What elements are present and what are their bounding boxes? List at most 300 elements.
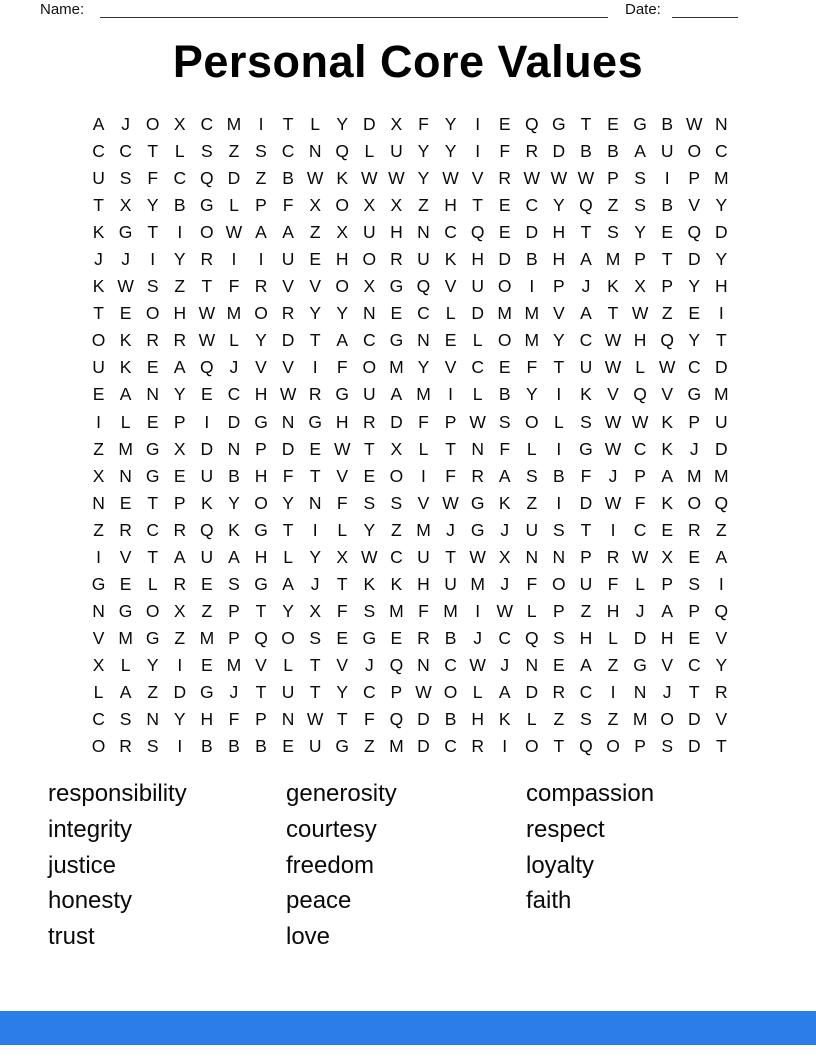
grid-letter: V (255, 654, 267, 675)
grid-letter: Z (255, 168, 267, 189)
grid-letter: B (580, 141, 592, 162)
grid-letter: T (472, 195, 483, 216)
grid-letter: Q (633, 384, 647, 405)
grid-letter: B (553, 465, 565, 486)
grid-letter: U (660, 141, 674, 162)
grid-letter: Z (418, 195, 429, 216)
grid-letter: W (198, 330, 216, 351)
grid-letter: J (500, 654, 510, 675)
grid-letter: O (254, 492, 268, 513)
grid-letter: F (228, 709, 240, 730)
grid-letter: I (150, 249, 156, 270)
grid-letter: H (660, 627, 674, 648)
grid-letter: R (471, 736, 484, 757)
grid-letter: L (526, 600, 537, 621)
grid-letter: P (173, 492, 186, 513)
grid-letter: P (255, 438, 267, 459)
grid-row (85, 409, 735, 436)
word-list-item: love (286, 923, 331, 951)
grid-letter: G (687, 384, 702, 405)
grid-letter: P (661, 276, 674, 297)
grid-letter: V (444, 276, 457, 297)
grid-letter: E (498, 114, 511, 134)
grid-letter: A (282, 222, 294, 243)
grid-letter: R (606, 546, 620, 567)
word-list-item: peace (286, 887, 352, 915)
grid-letter: J (581, 276, 591, 297)
grid-letter: O (335, 195, 350, 216)
grid-letter: W (279, 384, 297, 405)
grid-letter: D (471, 303, 484, 324)
grid-letter: L (147, 573, 158, 594)
grid-letter: U (363, 384, 376, 405)
grid-letter: G (335, 736, 350, 757)
grid-letter: C (525, 195, 539, 216)
grid-letter: U (417, 249, 430, 270)
grid-letter: I (529, 276, 535, 297)
grid-letter: E (553, 654, 565, 675)
grid-letter: W (685, 114, 703, 134)
word-list-item: loyalty (526, 851, 595, 879)
grid-letter: S (580, 411, 592, 432)
grid-letter: F (526, 573, 538, 594)
grid-letter: S (228, 573, 240, 594)
grid-letter: N (227, 438, 241, 459)
grid-letter: G (335, 384, 350, 405)
grid-letter: B (255, 736, 267, 757)
grid-letter: Y (553, 330, 565, 351)
grid-letter: C (579, 330, 593, 351)
grid-letter: C (579, 681, 593, 702)
grid-letter: D (281, 330, 295, 351)
grid-letter: S (363, 600, 376, 621)
grid-letter: E (688, 546, 701, 567)
grid-letter: C (715, 141, 728, 162)
grid-letter: S (607, 222, 619, 243)
grid-letter: X (173, 600, 186, 621)
grid-letter: F (282, 465, 294, 486)
grid-letter: Z (607, 709, 619, 730)
grid-letter: N (417, 222, 430, 243)
grid-letter: X (363, 195, 376, 216)
grid-letter: K (498, 709, 511, 730)
grid-letter: M (470, 573, 485, 594)
grid-letter: S (146, 276, 159, 297)
grid-letter: M (416, 384, 431, 405)
grid-letter: N (552, 546, 566, 567)
grid-letter: Z (363, 736, 375, 757)
grid-letter: F (445, 465, 456, 486)
grid-row (85, 598, 735, 625)
grid-letter: I (718, 573, 724, 594)
grid-letter: D (687, 709, 701, 730)
grid-letter: M (605, 249, 621, 270)
grid-letter: M (714, 168, 729, 189)
grid-letter: X (390, 114, 403, 134)
grid-letter: X (498, 546, 511, 567)
word-list-item: faith (526, 887, 572, 915)
grid-letter: H (335, 249, 349, 270)
grid-letter: T (688, 681, 700, 702)
grid-letter: F (418, 114, 429, 134)
grid-letter: Y (173, 249, 186, 270)
grid-letter: I (312, 357, 318, 378)
grid-letter: X (336, 546, 349, 567)
grid-row (85, 219, 735, 246)
grid-letter: W (604, 330, 622, 351)
grid-letter: P (634, 736, 646, 757)
name-blank-line (100, 17, 608, 18)
grid-letter: S (201, 141, 213, 162)
grid-row (85, 327, 735, 354)
grid-letter: Q (389, 654, 404, 675)
grid-letter: X (173, 114, 186, 134)
grid-letter: D (390, 411, 403, 432)
grid-letter: E (390, 303, 403, 324)
grid-letter: T (553, 357, 565, 378)
grid-letter: Z (174, 627, 186, 648)
grid-letter: V (715, 709, 728, 730)
grid-letter: Z (93, 438, 104, 459)
grid-letter: G (633, 654, 647, 675)
word-list-item: compassion (526, 780, 655, 807)
grid-letter: R (471, 465, 484, 486)
grid-letter: C (173, 168, 187, 189)
grid-letter: P (553, 600, 565, 621)
grid-letter: R (146, 330, 160, 351)
grid-letter: X (309, 600, 321, 621)
grid-letter: D (417, 709, 430, 730)
grid-letter: O (497, 276, 512, 297)
grid-letter: R (254, 276, 268, 297)
grid-letter: R (525, 141, 539, 162)
grid-letter: E (444, 330, 457, 351)
grid-letter: W (333, 438, 351, 459)
word-list-item: respect (526, 815, 605, 843)
grid-letter: I (718, 303, 724, 324)
grid-letter: D (173, 681, 187, 702)
grid-letter: G (579, 438, 593, 459)
grid-letter: F (336, 600, 348, 621)
grid-letter: D (498, 249, 512, 270)
grid-letter: P (688, 600, 701, 621)
grid-letter: G (633, 114, 647, 134)
grid-letter: K (390, 573, 403, 594)
grid-letter: I (556, 384, 562, 405)
grid-letter: T (715, 736, 727, 757)
grid-letter: R (281, 303, 295, 324)
grid-letter: V (119, 546, 132, 567)
grid-letter: Y (444, 141, 457, 162)
grid-letter: J (500, 573, 510, 594)
grid-letter: Z (174, 276, 186, 297)
grid-letter: M (389, 736, 404, 757)
grid-letter: Z (607, 195, 619, 216)
grid-letter: T (309, 465, 321, 486)
grid-letter: A (661, 465, 674, 486)
grid-row (85, 300, 735, 327)
grid-letter: Y (553, 195, 565, 216)
grid-letter: M (686, 465, 702, 486)
grid-letter: Q (335, 141, 350, 162)
grid-letter: G (362, 627, 377, 648)
grid-letter: H (579, 627, 593, 648)
grid-letter: B (607, 141, 619, 162)
grid-letter: N (92, 492, 105, 513)
grid-letter: W (415, 681, 432, 702)
grid-letter: V (336, 465, 349, 486)
grid-letter: P (228, 627, 240, 648)
grid-letter: I (502, 736, 508, 757)
grid-letter: T (255, 600, 267, 621)
grid-letter: I (556, 492, 562, 513)
grid-letter: P (634, 465, 646, 486)
grid-letter: K (201, 492, 213, 513)
word-list-item: integrity (48, 815, 133, 843)
grid-letter: N (146, 709, 160, 730)
grid-letter: L (472, 384, 483, 405)
grid-letter: C (444, 222, 457, 243)
grid-letter: S (363, 492, 376, 513)
grid-letter: K (444, 249, 457, 270)
grid-letter: V (661, 654, 674, 675)
grid-letter: W (117, 276, 134, 297)
grid-letter: L (229, 330, 239, 351)
grid-letter: E (688, 627, 701, 648)
grid-letter: H (254, 546, 268, 567)
grid-letter: V (282, 357, 294, 378)
grid-letter: D (227, 411, 241, 432)
grid-letter: L (472, 330, 483, 351)
grid-letter: R (363, 411, 376, 432)
word-search-grid (85, 111, 735, 760)
grid-row (85, 463, 735, 490)
grid-letter: Q (714, 600, 729, 621)
grid-letter: T (147, 546, 159, 567)
grid-letter: O (145, 600, 160, 621)
grid-letter: U (417, 546, 430, 567)
grid-letter: B (498, 384, 511, 405)
grid-row (85, 111, 735, 138)
grid-letter: T (553, 736, 565, 757)
grid-letter: N (119, 465, 132, 486)
grid-letter: P (228, 600, 240, 621)
grid-letter: N (471, 438, 484, 459)
grid-row (85, 652, 735, 679)
grid-letter: S (119, 168, 132, 189)
grid-letter: A (228, 546, 240, 567)
grid-letter: M (389, 600, 404, 621)
grid-letter: T (580, 222, 592, 243)
grid-letter: E (309, 249, 321, 270)
grid-letter: T (201, 276, 213, 297)
word-list (0, 776, 816, 962)
grid-letter: K (228, 519, 240, 540)
grid-letter: P (255, 709, 267, 730)
grid-letter: H (715, 276, 728, 297)
grid-letter: R (308, 384, 322, 405)
grid-letter: R (173, 519, 187, 540)
grid-letter: T (93, 303, 104, 324)
grid-letter: A (580, 249, 592, 270)
grid-letter: P (688, 411, 701, 432)
grid-letter: W (225, 222, 243, 243)
grid-letter: U (281, 249, 295, 270)
grid-letter: O (497, 330, 512, 351)
grid-letter: N (525, 546, 539, 567)
grid-letter: C (417, 303, 430, 324)
grid-letter: G (200, 681, 214, 702)
grid-letter: M (714, 384, 729, 405)
grid-letter: H (471, 709, 484, 730)
grid-letter: Y (417, 357, 430, 378)
grid-letter: Y (688, 330, 701, 351)
grid-letter: Q (389, 709, 404, 730)
grid-row (85, 436, 735, 463)
grid-letter: Z (661, 303, 673, 324)
grid-letter: H (417, 573, 430, 594)
word-list-item: honesty (48, 887, 133, 915)
grid-letter: B (201, 736, 213, 757)
grid-letter: T (147, 141, 159, 162)
grid-letter: V (661, 384, 674, 405)
grid-letter: X (119, 195, 132, 216)
grid-letter: Y (634, 222, 646, 243)
grid-letter: G (308, 411, 322, 432)
grid-letter: W (198, 303, 216, 324)
grid-letter: J (121, 249, 130, 270)
grid-letter: I (556, 438, 562, 459)
grid-letter: X (173, 438, 186, 459)
grid-letter: A (390, 384, 403, 405)
grid-letter: Y (282, 600, 294, 621)
grid-letter: M (226, 303, 242, 324)
grid-letter: B (228, 736, 240, 757)
date-blank-line (672, 17, 738, 18)
grid-letter: Y (444, 114, 457, 134)
grid-letter: Y (417, 168, 430, 189)
grid-letter: P (444, 411, 457, 432)
grid-letter: S (309, 627, 321, 648)
grid-letter: L (310, 114, 321, 134)
grid-letter: U (92, 168, 105, 189)
grid-letter: E (336, 627, 349, 648)
grid-letter: U (715, 411, 728, 432)
grid-letter: Z (228, 141, 240, 162)
grid-letter: M (524, 303, 540, 324)
grid-letter: K (119, 330, 132, 351)
grid-letter: U (471, 276, 484, 297)
grid-letter: D (525, 222, 539, 243)
grid-letter: V (553, 303, 565, 324)
grid-letter: M (389, 357, 404, 378)
grid-letter: E (688, 303, 701, 324)
grid-letter: G (552, 114, 566, 134)
grid-letter: I (421, 465, 426, 486)
grid-letter: R (552, 681, 566, 702)
grid-letter: B (173, 195, 186, 216)
grid-letter: H (335, 411, 349, 432)
grid-letter: G (200, 195, 214, 216)
grid-letter: U (525, 519, 539, 540)
grid-letter: H (471, 249, 484, 270)
grid-letter: P (553, 276, 565, 297)
word-list-item: generosity (286, 780, 397, 807)
grid-letter: Y (715, 654, 728, 675)
grid-letter: E (282, 736, 294, 757)
grid-letter: Y (173, 384, 186, 405)
grid-letter: S (390, 492, 403, 513)
grid-letter: X (634, 276, 646, 297)
grid-letter: U (444, 573, 457, 594)
grid-letter: N (525, 654, 539, 675)
grid-letter: I (475, 141, 481, 162)
grid-letter: O (524, 736, 539, 757)
grid-letter: W (469, 411, 486, 432)
grid-letter: X (363, 276, 376, 297)
grid-letter: T (309, 681, 321, 702)
grid-letter: E (498, 222, 511, 243)
grid-letter: E (498, 195, 511, 216)
grid-letter: O (687, 492, 702, 513)
grid-letter: Y (715, 249, 728, 270)
grid-letter: O (335, 276, 350, 297)
grid-letter: T (580, 114, 592, 134)
grid-letter: Q (579, 736, 593, 757)
grid-letter: E (119, 492, 132, 513)
grid-letter: D (525, 681, 539, 702)
grid-letter: F (228, 276, 240, 297)
grid-letter: E (363, 465, 376, 486)
grid-letter: G (254, 519, 268, 540)
grid-letter: C (687, 654, 701, 675)
grid-letter: T (661, 249, 673, 270)
grid-letter: Y (417, 141, 430, 162)
grid-letter: K (607, 276, 619, 297)
grid-letter: J (229, 681, 239, 702)
grid-letter: T (147, 222, 159, 243)
grid-letter: J (121, 114, 130, 134)
grid-letter: F (147, 168, 159, 189)
grid-letter: C (444, 654, 457, 675)
grid-letter: K (580, 384, 592, 405)
grid-letter: J (310, 573, 320, 594)
grid-letter: C (498, 627, 512, 648)
grid-letter: Y (255, 330, 267, 351)
grid-letter: U (200, 465, 214, 486)
grid-letter: U (363, 222, 376, 243)
grid-letter: C (633, 438, 647, 459)
grid-letter: K (661, 492, 674, 513)
grid-letter: S (553, 519, 565, 540)
grid-letter: W (658, 357, 676, 378)
grid-letter: T (255, 681, 267, 702)
grid-letter: T (147, 492, 159, 513)
grid-letter: J (662, 681, 672, 702)
grid-letter: S (146, 736, 159, 757)
grid-letter: T (607, 303, 619, 324)
grid-letter: W (469, 546, 486, 567)
grid-letter: P (634, 249, 646, 270)
grid-letter: I (96, 411, 101, 432)
grid-letter: O (524, 411, 539, 432)
grid-letter: F (418, 411, 429, 432)
grid-letter: L (93, 681, 104, 702)
grid-letter: A (92, 114, 105, 134)
word-list-item: freedom (286, 851, 375, 879)
grid-letter: G (254, 573, 268, 594)
grid-letter: C (92, 141, 105, 162)
